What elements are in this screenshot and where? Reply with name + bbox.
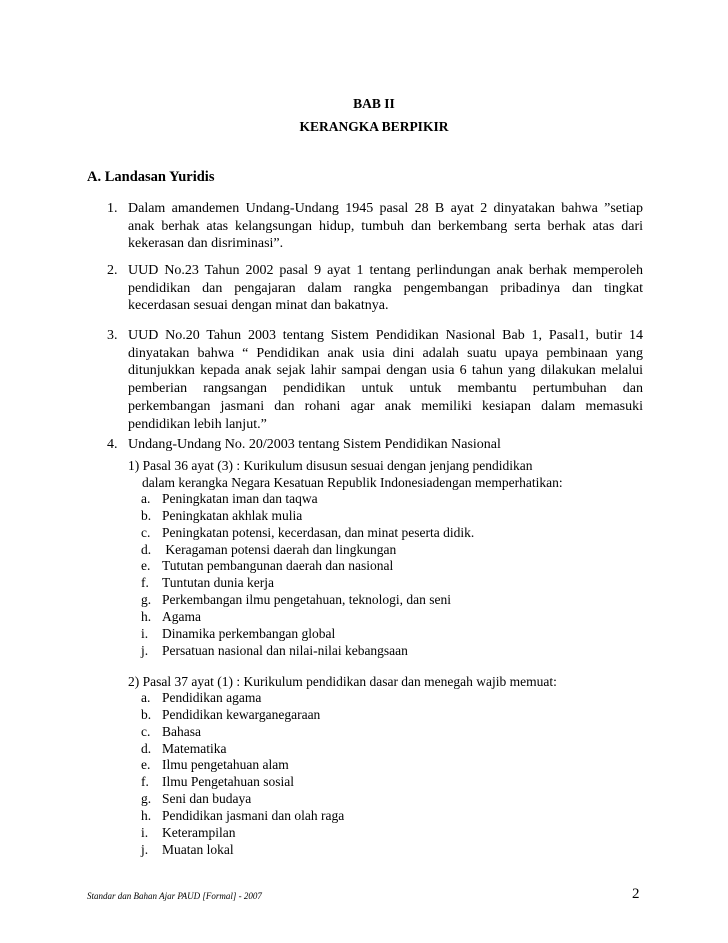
sub-item-1-continuation: dalam kerangka Negara Kesatuan Republik Indonesiadengan memperhatikan: — [142, 475, 563, 490]
list-entry — [141, 508, 474, 525]
item-line: UUD No.20 Tahun 2003 tentang Sistem Pendidikan Nasional Bab 1, Pasal1, butir 14 — [128, 328, 643, 343]
list-text: Keragaman potensi daerah dan lingkungan — [162, 541, 397, 557]
list-marker: h. — [141, 807, 152, 823]
item-line: dinyatakan bahwa “ Pendidikan anak usia dini adalah suatu upaya pembinaan yang — [128, 345, 643, 361]
list-entry — [141, 626, 474, 643]
sub-item-2-heading: 2) Pasal 37 ayat (1) : Kurikulum pendidikan dasar dan menegah wajib memuat: — [128, 674, 557, 689]
list-marker: e. — [141, 558, 151, 574]
list-marker: d. — [141, 740, 152, 756]
list-text: Persatuan nasional dan nilai-nilai kebangsaan — [162, 642, 408, 658]
list-text: Agama — [162, 608, 201, 624]
list-marker: h. — [141, 608, 152, 624]
page-number: 2 — [632, 886, 640, 902]
list-marker: g. — [141, 791, 152, 807]
sub-item-1-heading: 1) Pasal 36 ayat (3) : Kurikulum disusun sesuai dengan jenjang pendidikan — [128, 458, 533, 473]
list-marker: d. — [141, 541, 152, 557]
item-number: 1. — [107, 201, 118, 216]
item-line: pemberian rangsangan pendidikan untuk untuk membantu pertumbuhan dan — [128, 381, 643, 397]
list-entry — [141, 757, 344, 774]
list-entry — [141, 707, 344, 724]
item-line: kekerasan dan disriminasi”. — [128, 236, 284, 252]
list-marker: g. — [141, 592, 152, 608]
list-text: Perkembangan ilmu pengetahuan, teknologi, dan seni — [162, 592, 452, 608]
list-entry — [141, 575, 474, 592]
list-marker: j. — [141, 642, 149, 658]
list-marker: b. — [141, 706, 152, 722]
list-text: Muatan lokal — [162, 841, 234, 857]
list-marker: c. — [141, 524, 151, 540]
item-text: Undang-Undang No. 20/2003 tentang Sistem Pendidikan Nasional — [128, 437, 501, 452]
list-entry — [141, 643, 474, 660]
section-heading: A. Landasan Yuridis — [87, 169, 215, 185]
list-text: Seni dan budaya — [162, 791, 252, 807]
item-line: UUD No.23 Tahun 2002 pasal 9 ayat 1 tentang perlindungan anak berhak memperoleh — [128, 263, 643, 278]
item-line: Dalam amandemen Undang-Undang 1945 pasal 28 B ayat 2 dinyatakan bahwa ”setiap — [128, 201, 643, 216]
item-line: kecerdasan sesuai dengan minat dan bakatnya. — [128, 298, 389, 314]
list-item-2 — [107, 262, 643, 315]
list-entry — [141, 592, 474, 609]
sub-item-1-list — [141, 491, 474, 659]
item-number: 4. — [107, 437, 118, 452]
item-number: 3. — [107, 328, 118, 343]
list-entry — [141, 558, 474, 575]
list-entry — [141, 542, 474, 559]
item-line: pendidikan lebih lanjut.” — [128, 416, 267, 432]
list-marker: a. — [141, 491, 151, 506]
list-entry — [141, 774, 344, 791]
list-text: Ilmu Pengetahuan sosial — [162, 774, 294, 790]
list-entry — [141, 525, 474, 542]
list-text: Bahasa — [162, 723, 201, 739]
item-number: 2. — [107, 263, 118, 278]
page-footer: Standar dan Bahan Ajar PAUD [Formal] - 2007 — [87, 891, 262, 901]
list-text: Tututan pembangunan daerah dan nasional — [162, 558, 394, 574]
list-text: Matematika — [162, 740, 227, 756]
list-text: Ilmu pengetahuan alam — [162, 757, 289, 773]
list-entry — [141, 808, 344, 825]
list-marker: f. — [141, 774, 149, 790]
list-marker: f. — [141, 575, 149, 591]
list-entry — [141, 825, 344, 842]
list-text: Peningkatan iman dan taqwa — [162, 491, 318, 506]
list-text: Keterampilan — [162, 824, 236, 840]
list-marker: c. — [141, 723, 151, 739]
list-text: Pendidikan jasmani dan olah raga — [162, 807, 345, 823]
item-line: pendidikan dan pengajaran dalam rangka pengembangan pribadinya dan tingkat — [128, 280, 643, 296]
chapter-title: KERANGKA BERPIKIR — [299, 119, 449, 134]
sub-item-2-list — [141, 690, 344, 858]
list-text: Peningkatan akhlak mulia — [162, 507, 303, 523]
list-text: Peningkatan potensi, kecerdasan, dan minat peserta didik. — [162, 524, 475, 540]
list-text: Tuntutan dunia kerja — [162, 575, 274, 591]
list-marker: b. — [141, 507, 152, 523]
list-entry — [141, 491, 474, 508]
list-marker: j. — [141, 841, 149, 857]
list-item-3 — [107, 327, 643, 433]
list-marker: e. — [141, 757, 151, 773]
chapter-number: BAB II — [353, 96, 395, 111]
list-marker: a. — [141, 690, 151, 705]
list-marker: i. — [141, 824, 149, 840]
list-item-1 — [107, 200, 643, 253]
list-entry — [141, 741, 344, 758]
list-entry — [141, 791, 344, 808]
list-item-4 — [107, 437, 501, 453]
list-text: Dinamika perkembangan global — [162, 625, 336, 641]
item-line: anak berhak atas kelangsungan hidup, tumbuh dan berkembang serta berhak atas dari — [128, 218, 643, 234]
list-marker: i. — [141, 625, 149, 641]
item-line: perkembangan jasmani dan rohani agar anak memiliki kesiapan dalam memasuki — [128, 398, 643, 414]
list-text: Pendidikan kewarganegaraan — [162, 706, 321, 722]
list-entry — [141, 842, 344, 859]
list-entry — [141, 609, 474, 626]
item-line: ditunjukkan kepada anak sejak lahir sampai dengan usia 6 tahun yang dilakukan melalui — [128, 363, 643, 379]
list-text: Pendidikan agama — [162, 690, 262, 705]
list-entry — [141, 724, 344, 741]
list-entry — [141, 690, 344, 707]
